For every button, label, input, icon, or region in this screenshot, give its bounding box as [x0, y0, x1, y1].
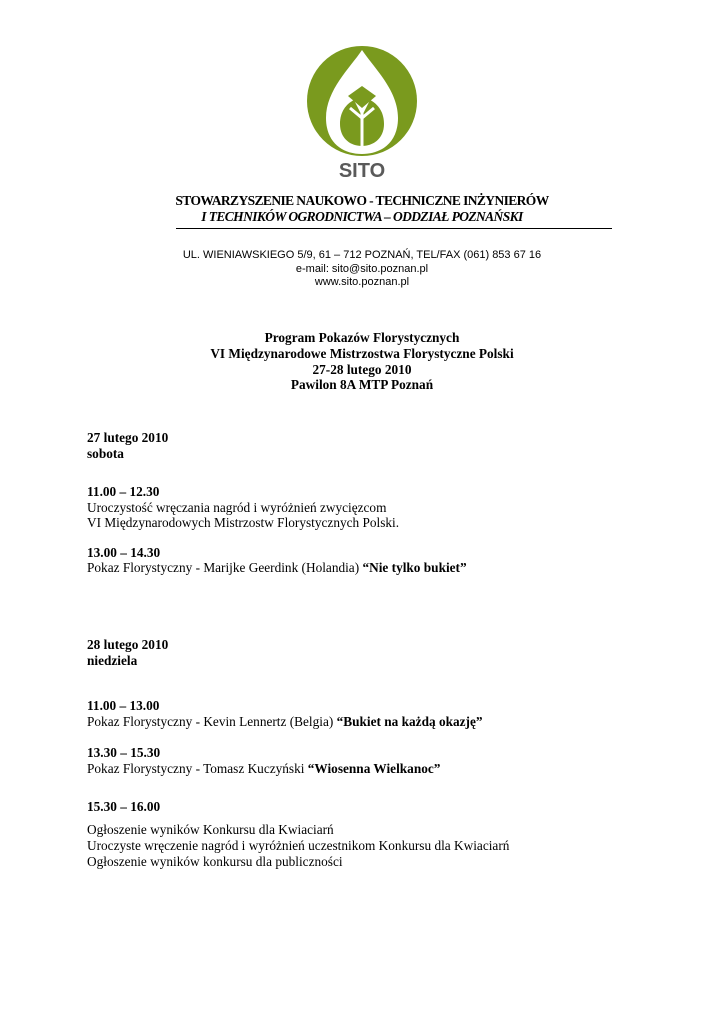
address-line: UL. WIENIAWSKIEGO 5/9, 61 – 712 POZNAŃ, TEL/FAX (061) 853 67 16	[182, 249, 542, 261]
day2-event3-line1: Ogłoszenie wyników Konkursu dla Kwiaciarń	[87, 822, 334, 837]
day2-event1-text: Pokaz Florystyczny - Kevin Lennertz (Belgia)	[87, 714, 337, 729]
day1-event1-line1: Uroczystość wręczania nagród i wyróżnień zwycięzcom	[87, 500, 387, 515]
website-line: www.sito.poznan.pl	[314, 276, 410, 288]
day2-event2-title: “Wiosenna Wielkanoc”	[307, 761, 441, 776]
day2-event1-time: 11.00 – 13.00	[87, 698, 160, 713]
organization-name-line1: STOWARZYSZENIE NAUKOWO - TECHNICZNE INŻYNIERÓW	[175, 193, 549, 208]
header-divider	[176, 228, 612, 229]
organization-name-line2: I TECHNIKÓW OGRODNICTWA – ODDZIAŁ POZNAŃSKI	[201, 209, 523, 224]
day2-event2-description	[87, 761, 440, 777]
event-name: VI Międzynarodowe Mistrzostwa Florystyczne Polski	[210, 346, 514, 361]
event-dates: 27-28 lutego 2010	[312, 362, 412, 377]
day1-event2-description	[87, 560, 467, 576]
logo-text: SITO	[338, 160, 386, 180]
day2-event2-text: Pokaz Florystyczny - Tomasz Kuczyński	[87, 761, 308, 776]
day2-event3-time: 15.30 – 16.00	[87, 799, 161, 814]
day2-event2-time: 13.30 – 15.30	[87, 745, 161, 760]
day2-weekday: niedziela	[87, 653, 138, 668]
program-title: Program Pokazów Florystycznych	[264, 330, 460, 345]
event-venue: Pawilon 8A MTP Poznań	[290, 377, 434, 392]
email-line: e-mail: sito@sito.poznan.pl	[295, 263, 429, 275]
day1-event1-line2: VI Międzynarodowych Mistrzostw Florystycznych Polski.	[87, 515, 400, 530]
day1-event2-title: “Nie tylko bukiet”	[362, 560, 467, 575]
sito-logo-icon	[306, 46, 418, 180]
day1-event2-time: 13.00 – 14.30	[87, 545, 161, 560]
sito-logo	[306, 46, 418, 180]
day2-event1-title: “Bukiet na każdą okazję”	[336, 714, 483, 729]
day1-weekday: sobota	[87, 446, 124, 461]
day2-event3-line2: Uroczyste wręczenie nagród i wyróżnień uczestnikom Konkursu dla Kwiaciarń	[87, 838, 510, 853]
day2-event3-line3: Ogłoszenie wyników konkursu dla publiczności	[87, 854, 343, 869]
day2-date: 28 lutego 2010	[87, 637, 169, 652]
day1-event1-time: 11.00 – 12.30	[87, 484, 160, 499]
day2-event1-description	[87, 714, 483, 730]
day1-event2-text: Pokaz Florystyczny - Marijke Geerdink (Holandia)	[87, 560, 363, 575]
day1-date: 27 lutego 2010	[87, 430, 169, 445]
